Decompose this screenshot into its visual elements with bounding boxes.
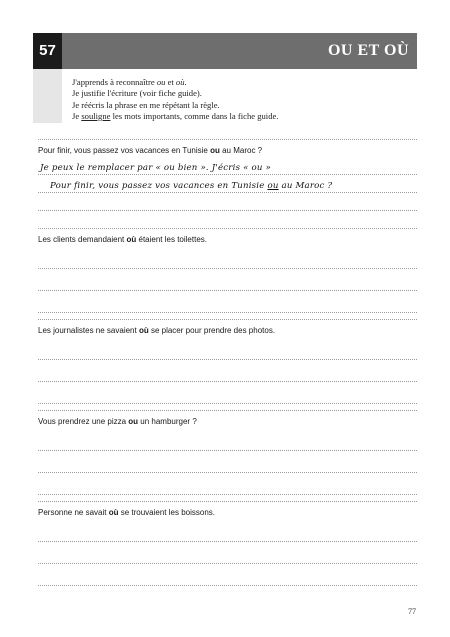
handwritten-text: au Maroc ? — [278, 181, 333, 191]
answer-line[interactable] — [38, 564, 417, 586]
answer-line[interactable] — [38, 269, 417, 291]
exercise-4 — [38, 410, 417, 495]
lesson-number: 57 — [33, 33, 62, 69]
prompt-text: se trouvaient les boissons. — [118, 508, 215, 517]
instruction-underlined-word: souligne — [81, 110, 111, 121]
prompt-keyword: où — [126, 235, 137, 244]
lesson-header — [33, 33, 417, 69]
instruction-line: Je réécris la phrase en me répétant la règle. — [72, 99, 220, 110]
instruction-line: Je justifie l'écriture (voir fiche guide). — [72, 88, 202, 99]
page-number: 77 — [408, 607, 416, 616]
prompt-text: Pour finir, vous passez vos vacances en Tunisie — [38, 146, 211, 155]
exercise-1 — [38, 139, 417, 211]
answer-line[interactable] — [38, 382, 417, 404]
answer-line[interactable] — [38, 360, 417, 382]
instruction-line — [72, 77, 278, 88]
exercise-prompt — [38, 416, 417, 428]
answer-line[interactable] — [38, 193, 417, 211]
lesson-title: OU ET OÙ — [327, 42, 409, 59]
instruction-text: . — [184, 77, 187, 87]
prompt-text: se placer pour prendre des photos. — [148, 326, 276, 335]
exercise-separator — [38, 501, 417, 502]
instruction-text: et — [165, 77, 176, 87]
exercise-separator — [38, 139, 417, 140]
answer-line[interactable] — [38, 428, 417, 451]
prompt-keyword: où — [108, 508, 119, 517]
prompt-keyword: ou — [210, 146, 220, 155]
handwritten-answer — [50, 181, 332, 191]
prompt-text: Personne ne savait — [38, 508, 109, 517]
prompt-keyword: ou — [128, 417, 139, 426]
exercise-3 — [38, 319, 417, 404]
prompt-text: étaient les toilettes. — [136, 235, 207, 244]
instructions-side-bar — [33, 69, 62, 123]
handwritten-underlined-word: ou — [267, 181, 279, 191]
prompt-text: Les journalistes ne savaient — [38, 326, 139, 335]
exercise-prompt — [38, 325, 417, 337]
answer-line[interactable] — [38, 291, 417, 313]
handwritten-text: Pour finir, vous passez vos vacances en Tunisie — [50, 181, 268, 191]
prompt-text: un hamburger ? — [138, 417, 197, 426]
instruction-text: Je — [72, 110, 82, 121]
prompt-text: au Maroc ? — [219, 146, 263, 155]
answer-line[interactable] — [38, 157, 417, 175]
exercise-5 — [38, 501, 417, 586]
prompt-text: Vous prendrez une pizza — [38, 417, 129, 426]
answer-line[interactable] — [38, 246, 417, 269]
exercise-2 — [38, 228, 417, 313]
instruction-line — [72, 111, 278, 122]
instruction-text: J'apprends à reconnaître — [72, 77, 157, 87]
answer-line[interactable] — [38, 337, 417, 360]
exercise-prompt — [38, 507, 417, 519]
instructions-block — [72, 77, 278, 122]
prompt-text: Les clients demandaient — [38, 235, 127, 244]
instruction-keyword: ou — [156, 77, 166, 87]
answer-line[interactable] — [38, 542, 417, 564]
instruction-keyword: où — [175, 77, 185, 87]
answer-line[interactable] — [38, 175, 417, 193]
exercise-prompt — [38, 145, 417, 157]
instruction-text: les mots importants, comme dans la fiche guide. — [110, 110, 279, 121]
exercise-separator — [38, 228, 417, 229]
prompt-keyword: où — [138, 326, 149, 335]
answer-line[interactable] — [38, 473, 417, 495]
handwritten-answer: Je peux le remplacer par « ou bien ». J'écris « ou » — [40, 163, 271, 173]
exercise-separator — [38, 410, 417, 411]
exercise-separator — [38, 319, 417, 320]
exercise-prompt — [38, 234, 417, 246]
answer-line[interactable] — [38, 451, 417, 473]
answer-line[interactable] — [38, 519, 417, 542]
